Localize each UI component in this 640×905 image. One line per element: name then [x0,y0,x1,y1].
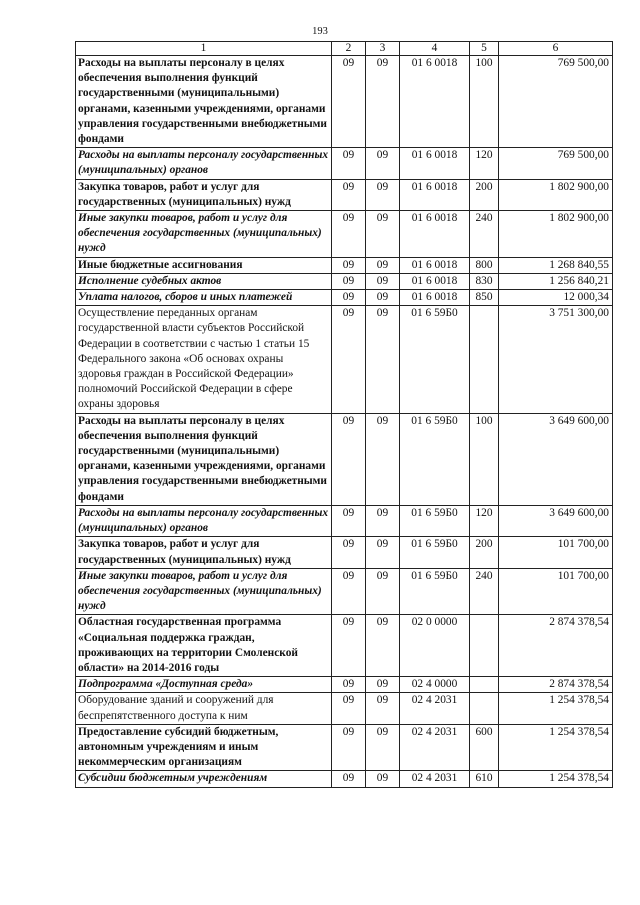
row-subsection: 09 [366,537,400,568]
row-target-code: 01 6 0018 [400,148,470,179]
row-amount: 2 874 378,54 [499,677,613,693]
row-expense-type: 120 [470,148,499,179]
table-row [76,568,613,615]
table-row [76,413,613,505]
row-expense-type: 240 [470,211,499,258]
row-target-code: 01 6 0018 [400,211,470,258]
row-section: 09 [332,257,366,273]
row-expense-type: 120 [470,505,499,536]
row-expense-type: 850 [470,290,499,306]
row-target-code: 01 6 0018 [400,290,470,306]
row-amount: 769 500,00 [499,148,613,179]
row-subsection: 09 [366,413,400,505]
row-expense-type [470,306,499,413]
row-target-code: 01 6 0018 [400,56,470,148]
row-subsection: 09 [366,568,400,615]
row-target-code: 01 6 59Б0 [400,306,470,413]
row-name: Расходы на выплаты персоналу в целях обеспечения выполнения функций государственными (муниципальными) органами, казенными учреждениями, органами управления государственными внебюджетными фондами [76,56,332,148]
row-expense-type: 610 [470,771,499,787]
row-amount: 3 649 600,00 [499,413,613,505]
table-row [76,615,613,677]
row-section: 09 [332,306,366,413]
row-amount: 101 700,00 [499,537,613,568]
table-row [76,273,613,289]
row-name: Иные закупки товаров, работ и услуг для обеспечения государственных (муниципальных) нужд [76,211,332,258]
row-name: Иные бюджетные ассигнования [76,257,332,273]
row-expense-type: 600 [470,724,499,771]
row-subsection: 09 [366,615,400,677]
row-name: Осуществление переданных органам государственной власти субъектов Российской Федерации в соответствии с частью 1 статьи 15 Федерального закона «Об основах охраны здоровья граждан в Российской Федерации» полномочий Российской Федерации в сфере охраны здоровья [76,306,332,413]
row-target-code: 01 6 59Б0 [400,505,470,536]
row-name: Расходы на выплаты персоналу государственных (муниципальных) органов [76,148,332,179]
row-section: 09 [332,273,366,289]
row-expense-type [470,615,499,677]
row-section: 09 [332,148,366,179]
row-subsection: 09 [366,306,400,413]
row-amount: 1 254 378,54 [499,724,613,771]
row-expense-type: 240 [470,568,499,615]
row-target-code: 02 4 2031 [400,724,470,771]
row-target-code: 02 4 2031 [400,693,470,724]
row-section: 09 [332,56,366,148]
row-section: 09 [332,413,366,505]
row-name: Иные закупки товаров, работ и услуг для обеспечения государственных (муниципальных) нужд [76,568,332,615]
table-row [76,211,613,258]
row-expense-type: 100 [470,413,499,505]
row-section: 09 [332,568,366,615]
row-subsection: 09 [366,179,400,210]
table-row [76,290,613,306]
row-name: Закупка товаров, работ и услуг для государственных (муниципальных) нужд [76,537,332,568]
table-row [76,505,613,536]
row-section: 09 [332,211,366,258]
table-body [76,56,613,788]
row-name: Расходы на выплаты персоналу в целях обеспечения выполнения функций государственными (муниципальными) органами, казенными учреждениями, органами управления государственными внебюджетными фондами [76,413,332,505]
table-header-row [76,42,613,56]
row-subsection: 09 [366,257,400,273]
row-target-code: 01 6 59Б0 [400,568,470,615]
row-amount: 1 802 900,00 [499,211,613,258]
row-name: Оборудование зданий и сооружений для беспрепятственного доступа к ним [76,693,332,724]
row-section: 09 [332,505,366,536]
table-row [76,537,613,568]
table-row [76,306,613,413]
row-expense-type: 800 [470,257,499,273]
row-amount: 3 751 300,00 [499,306,613,413]
row-subsection: 09 [366,693,400,724]
row-amount: 3 649 600,00 [499,505,613,536]
row-section: 09 [332,771,366,787]
row-expense-type [470,677,499,693]
row-target-code: 01 6 0018 [400,179,470,210]
row-subsection: 09 [366,771,400,787]
table-row [76,771,613,787]
row-expense-type: 200 [470,179,499,210]
table-row [76,693,613,724]
budget-table [75,41,613,788]
row-name: Областная государственная программа «Социальная поддержка граждан, проживающих на территории Смоленской области» на 2014-2016 годы [76,615,332,677]
column-header-6: 6 [499,42,613,56]
table-row [76,56,613,148]
row-target-code: 01 6 0018 [400,273,470,289]
row-subsection: 09 [366,211,400,258]
row-amount: 1 254 378,54 [499,771,613,787]
row-amount: 2 874 378,54 [499,615,613,677]
table-row [76,257,613,273]
row-amount: 1 268 840,55 [499,257,613,273]
row-name: Расходы на выплаты персоналу государственных (муниципальных) органов [76,505,332,536]
row-subsection: 09 [366,290,400,306]
row-subsection: 09 [366,677,400,693]
column-header-4: 4 [400,42,470,56]
row-expense-type: 100 [470,56,499,148]
row-amount: 12 000,34 [499,290,613,306]
row-expense-type [470,693,499,724]
page-number: 193 [312,26,328,37]
row-name: Исполнение судебных актов [76,273,332,289]
row-section: 09 [332,724,366,771]
column-header-5: 5 [470,42,499,56]
row-section: 09 [332,615,366,677]
row-section: 09 [332,537,366,568]
row-section: 09 [332,179,366,210]
row-section: 09 [332,677,366,693]
row-subsection: 09 [366,148,400,179]
row-amount: 1 254 378,54 [499,693,613,724]
row-amount: 769 500,00 [499,56,613,148]
row-subsection: 09 [366,273,400,289]
column-header-2: 2 [332,42,366,56]
row-name: Предоставление субсидий бюджетным, автономным учреждениям и иным некоммерческим организациям [76,724,332,771]
row-expense-type: 830 [470,273,499,289]
row-subsection: 09 [366,505,400,536]
row-section: 09 [332,693,366,724]
row-subsection: 09 [366,56,400,148]
table-row [76,179,613,210]
row-section: 09 [332,290,366,306]
column-header-1: 1 [76,42,332,56]
row-amount: 101 700,00 [499,568,613,615]
table-row [76,148,613,179]
row-target-code: 02 4 2031 [400,771,470,787]
table-row [76,677,613,693]
row-name: Субсидии бюджетным учреждениям [76,771,332,787]
row-target-code: 01 6 59Б0 [400,413,470,505]
row-amount: 1 802 900,00 [499,179,613,210]
table-row [76,724,613,771]
column-header-3: 3 [366,42,400,56]
row-name: Уплата налогов, сборов и иных платежей [76,290,332,306]
row-name: Подпрограмма «Доступная среда» [76,677,332,693]
row-expense-type: 200 [470,537,499,568]
row-target-code: 02 4 0000 [400,677,470,693]
row-amount: 1 256 840,21 [499,273,613,289]
row-target-code: 02 0 0000 [400,615,470,677]
row-target-code: 01 6 0018 [400,257,470,273]
row-name: Закупка товаров, работ и услуг для государственных (муниципальных) нужд [76,179,332,210]
row-target-code: 01 6 59Б0 [400,537,470,568]
row-subsection: 09 [366,724,400,771]
